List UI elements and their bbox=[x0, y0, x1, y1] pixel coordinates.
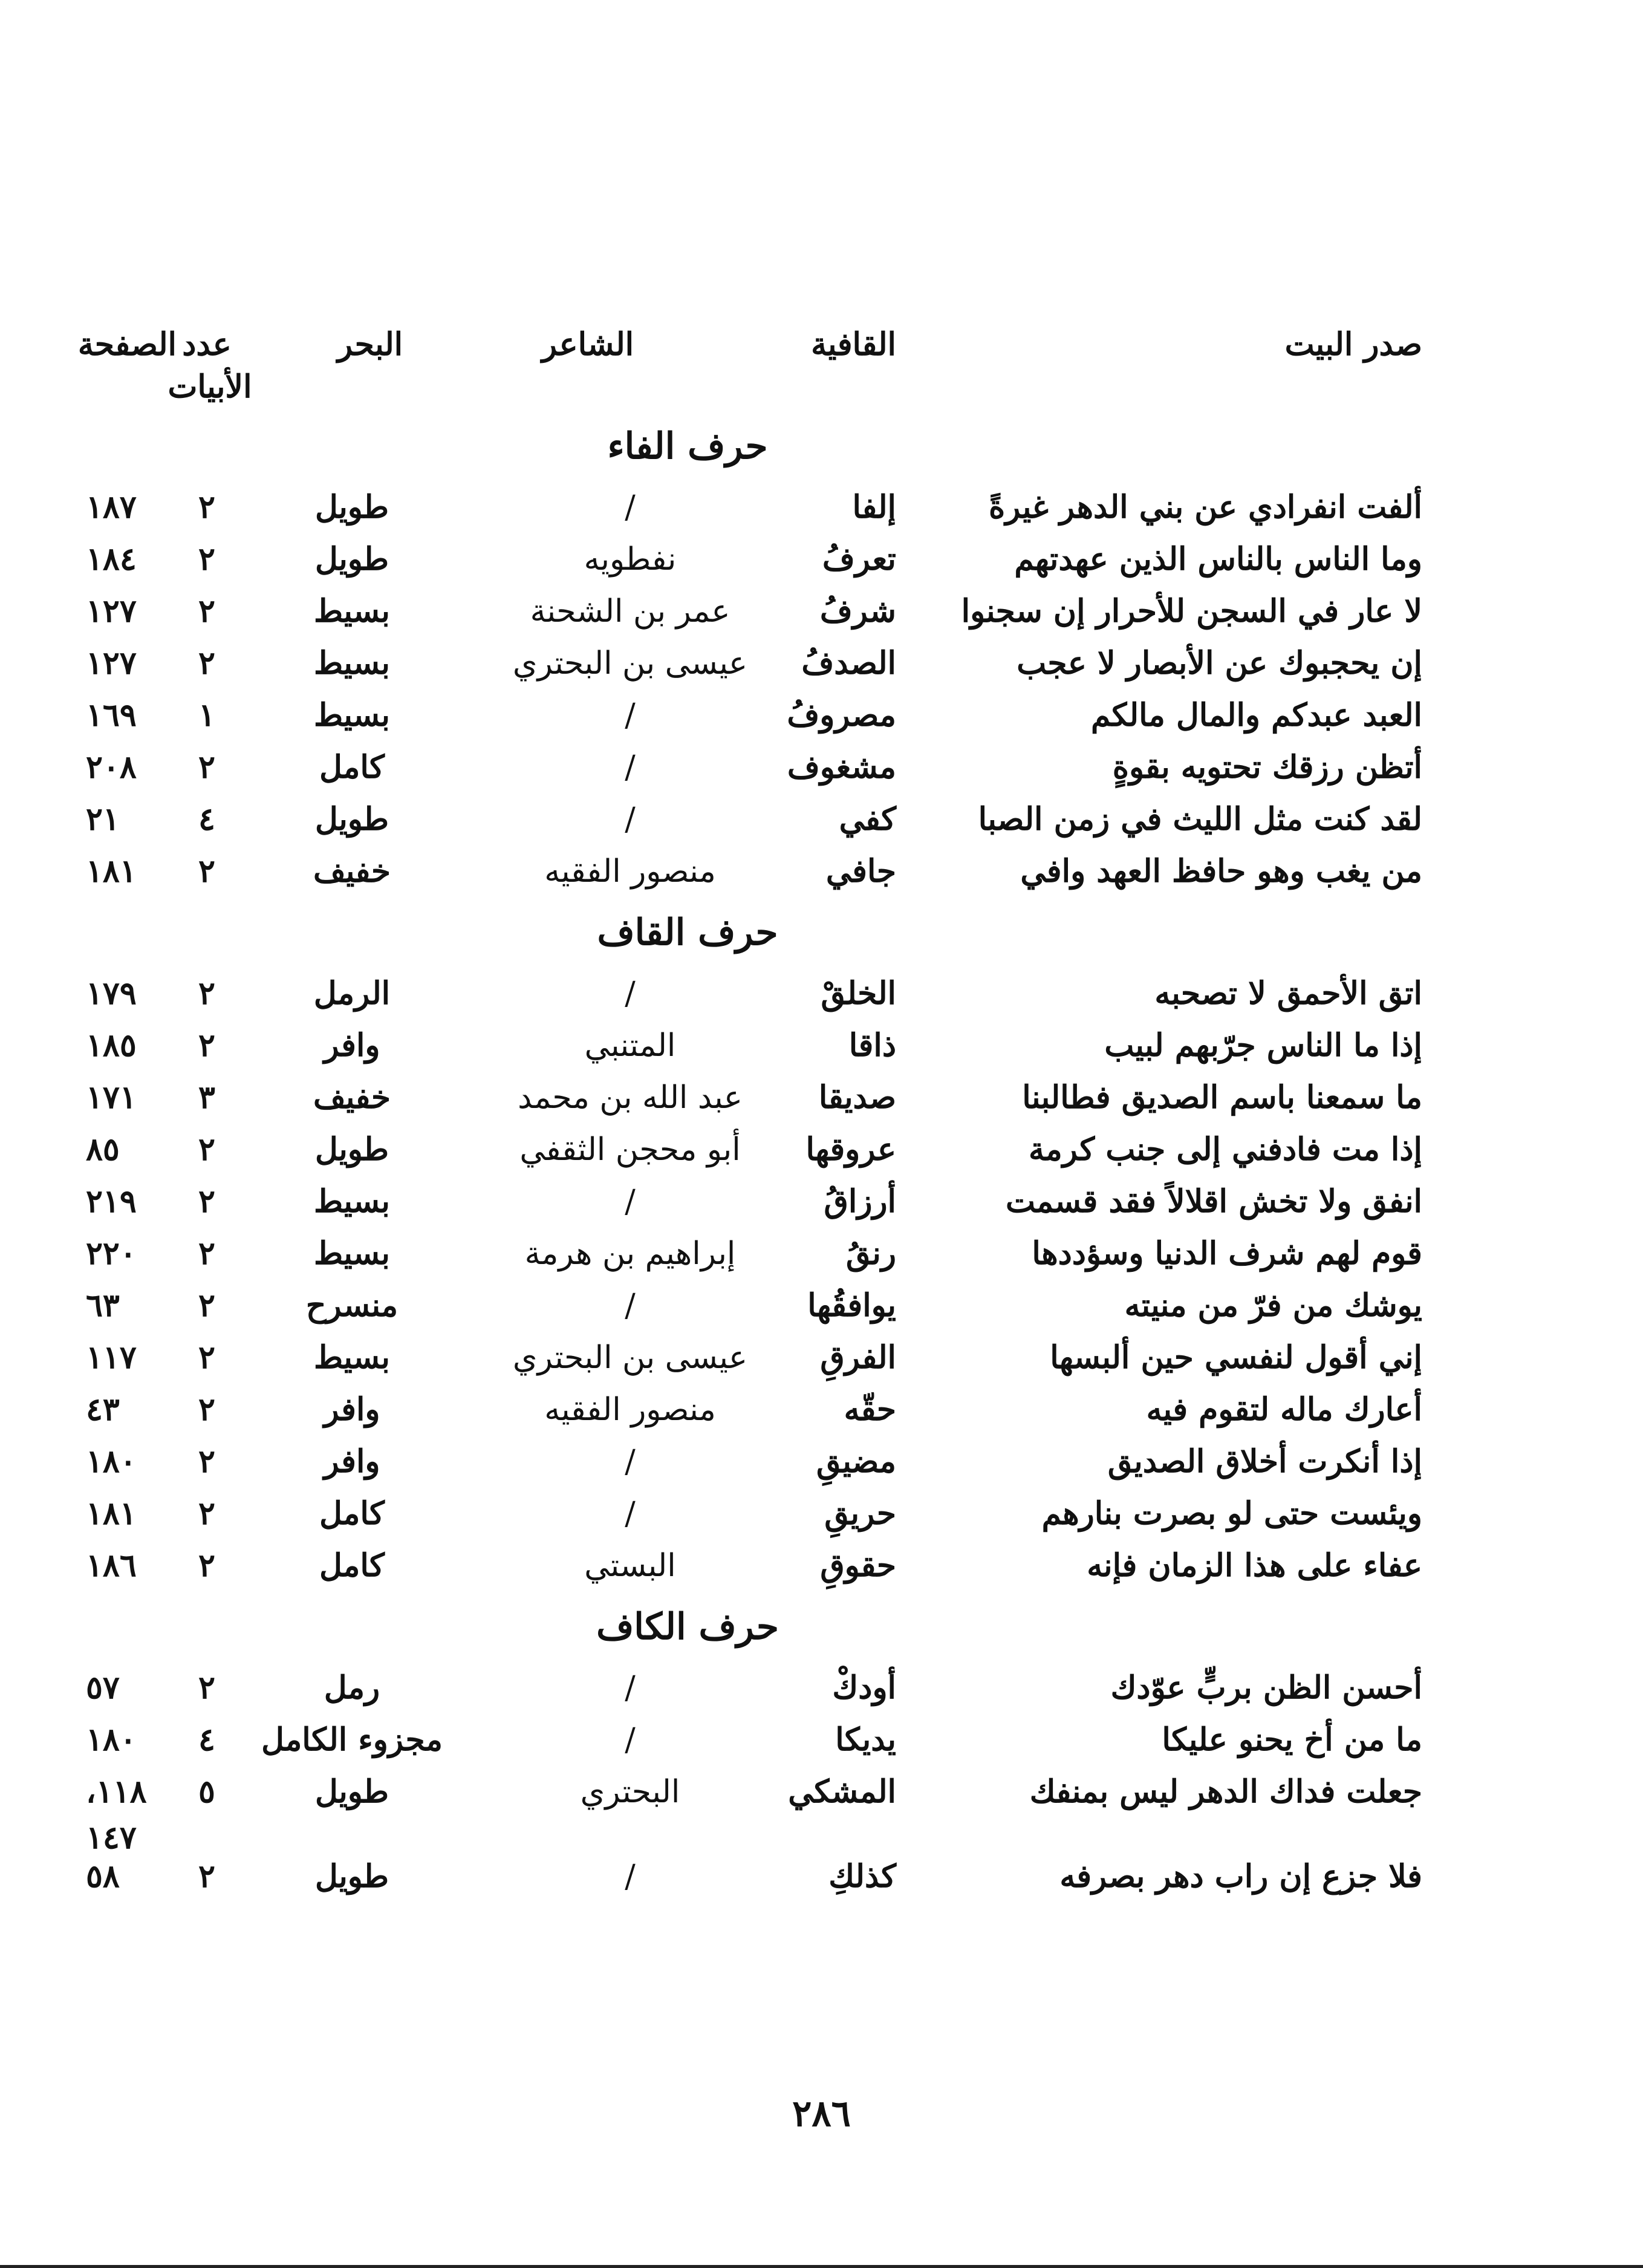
bottom-border bbox=[0, 2265, 1643, 2268]
page-reference: ١٨٠ bbox=[86, 1721, 137, 1758]
page-reference: ٥٨ bbox=[86, 1858, 120, 1895]
poet-name: عمر بن الشحنة bbox=[530, 593, 730, 630]
page-reference-continued: ١٤٧ bbox=[86, 1819, 137, 1856]
page-reference: ٤٣ bbox=[86, 1391, 120, 1428]
verse-first-hemistich: ألفت انفرادي عن بني الدهر غيرةً bbox=[988, 489, 1422, 526]
rhyme-word: الخلقْ bbox=[821, 975, 896, 1012]
page-reference: ١٢٧ bbox=[86, 645, 137, 682]
page-reference: ٢٢٠ bbox=[86, 1235, 137, 1272]
table-row bbox=[86, 1280, 1422, 1332]
rhyme-word: كفي bbox=[839, 801, 896, 838]
table-row bbox=[86, 741, 1422, 793]
table-row bbox=[86, 968, 1422, 1020]
rhyme-word: إلفا bbox=[852, 489, 896, 526]
verse-count: ٢ bbox=[198, 975, 215, 1012]
table-row bbox=[86, 1384, 1422, 1436]
page-reference: ١٨١ bbox=[86, 1495, 137, 1532]
poet-name: / bbox=[625, 489, 636, 526]
verse-count: ٢ bbox=[198, 1339, 215, 1376]
poetic-meter: وافر bbox=[324, 1443, 380, 1480]
header-meter: البحر bbox=[337, 326, 403, 363]
verse-first-hemistich: إذا أنكرت أخلاق الصديق bbox=[1107, 1443, 1422, 1480]
verse-first-hemistich: لقد كنت مثل الليث في زمن الصبا bbox=[978, 801, 1422, 838]
poet-name: عيسى بن البحتري bbox=[512, 1340, 748, 1376]
page-reference: ٦٣ bbox=[86, 1287, 120, 1324]
table-row bbox=[86, 1332, 1422, 1384]
section-title-kaf: حرف الكاف bbox=[596, 1606, 779, 1648]
poet-name: منصور الفقيه bbox=[544, 1392, 716, 1428]
verse-first-hemistich: جعلت فداك الدهر ليس بمنفك bbox=[1029, 1773, 1422, 1810]
rhyme-word: الصدفُ bbox=[801, 645, 896, 682]
table-row bbox=[86, 637, 1422, 689]
poet-name: / bbox=[625, 1670, 636, 1706]
poetic-meter: بسيط bbox=[314, 1339, 390, 1376]
poet-name: / bbox=[625, 976, 636, 1012]
rhyme-word: حريقِ bbox=[824, 1495, 896, 1532]
poetic-meter: كامل bbox=[319, 1547, 385, 1584]
verse-count: ٢ bbox=[198, 1858, 215, 1895]
rhyme-word: المشكي bbox=[788, 1773, 896, 1810]
section-title-qaf: حرف القاف bbox=[597, 911, 778, 954]
page-reference: ٢١ bbox=[86, 801, 120, 838]
poet-name: منصور الفقيه bbox=[544, 853, 716, 890]
rhyme-word: جافي bbox=[825, 853, 896, 890]
rhyme-word: مشغوف bbox=[787, 749, 896, 786]
rhyme-word: أرزاقُ bbox=[824, 1183, 896, 1220]
poet-name: / bbox=[625, 1496, 636, 1532]
table-row bbox=[86, 585, 1422, 637]
poet-name: / bbox=[625, 749, 636, 786]
rhyme-word: ذاقا bbox=[848, 1027, 896, 1064]
verse-count: ٢ bbox=[198, 1235, 215, 1272]
table-row bbox=[86, 1436, 1422, 1488]
table-row bbox=[86, 1851, 1422, 1903]
page-reference: ١٨٧ bbox=[86, 489, 137, 526]
poet-name: / bbox=[625, 801, 636, 838]
poetic-meter: طويل bbox=[314, 1131, 389, 1168]
verse-count: ٢ bbox=[198, 1391, 215, 1428]
verse-first-hemistich: إذا ما الناس جرّبهم لبيب bbox=[1104, 1027, 1422, 1064]
verse-first-hemistich: من يغب وهو حافظ العهد وافي bbox=[1020, 853, 1422, 890]
poetic-meter: بسيط bbox=[314, 645, 390, 682]
verse-count: ٢ bbox=[198, 593, 215, 630]
table-row bbox=[86, 1540, 1422, 1592]
page-reference: ١٨٥ bbox=[86, 1027, 137, 1064]
verse-count: ٢ bbox=[198, 645, 215, 682]
poet-name: إبراهيم بن هرمة bbox=[524, 1236, 736, 1272]
verse-first-hemistich: أتظن رزقك تحتويه بقوةٍ bbox=[1112, 749, 1422, 786]
verse-first-hemistich: اتق الأحمق لا تصحبه bbox=[1154, 975, 1422, 1012]
section-rows-fa bbox=[86, 481, 1422, 898]
poetic-meter: خفيف bbox=[313, 1079, 391, 1116]
verse-first-hemistich: إني أقول لنفسي حين ألبسها bbox=[1050, 1339, 1422, 1376]
rhyme-word: الفرقِ bbox=[820, 1339, 896, 1376]
poetic-meter: بسيط bbox=[314, 593, 390, 630]
poet-name: / bbox=[625, 1444, 636, 1480]
rhyme-word: رنقُ bbox=[846, 1235, 896, 1272]
rhyme-word: صديقا bbox=[818, 1079, 896, 1116]
page-reference: ٨٥ bbox=[86, 1131, 120, 1168]
page-reference: ١٧٩ bbox=[86, 975, 137, 1012]
section-title-fa: حرف الفاء bbox=[607, 425, 768, 468]
verse-count: ٢ bbox=[198, 1669, 215, 1706]
poet-name: البستي bbox=[584, 1548, 676, 1584]
table-row bbox=[86, 1124, 1422, 1176]
verse-first-hemistich: أحسن الظن بربٍّ عوّدك bbox=[1110, 1669, 1422, 1706]
verse-first-hemistich: إذا مت فادفني إلى جنب كرمة bbox=[1029, 1131, 1422, 1168]
poetic-meter: طويل bbox=[314, 801, 389, 838]
page-reference: ١٨٠ bbox=[86, 1443, 137, 1480]
verse-first-hemistich: ما من أخ يحنو عليكا bbox=[1162, 1721, 1422, 1758]
page-reference: ١١٧ bbox=[86, 1339, 137, 1376]
poetic-meter: بسيط bbox=[314, 1235, 390, 1272]
poet-name: / bbox=[625, 1184, 636, 1220]
page-reference: ١٧١ bbox=[86, 1079, 137, 1116]
rhyme-word: مصروفُ bbox=[787, 697, 896, 734]
rhyme-word: أودكْ bbox=[832, 1669, 896, 1706]
verse-count: ٤ bbox=[198, 801, 215, 838]
verse-count: ٢ bbox=[198, 853, 215, 890]
header-count: عدد bbox=[182, 326, 232, 363]
verse-count: ٢ bbox=[198, 1495, 215, 1532]
poet-name: المتنبي bbox=[584, 1028, 676, 1064]
verse-first-hemistich: لا عار في السجن للأحرار إن سجنوا bbox=[961, 593, 1422, 630]
rhyme-word: عروقها bbox=[805, 1131, 896, 1168]
poet-name: / bbox=[625, 1859, 636, 1895]
poetic-meter: منسرح bbox=[305, 1287, 399, 1324]
verse-first-hemistich: إن يحجبوك عن الأبصار لا عجب bbox=[1017, 645, 1422, 682]
table-header bbox=[77, 321, 1422, 411]
poetic-meter: خفيف bbox=[313, 853, 391, 890]
rhyme-word: حقوقِ bbox=[820, 1547, 896, 1584]
table-row bbox=[86, 793, 1422, 846]
rhyme-word: يوافقُها bbox=[807, 1287, 896, 1324]
rhyme-word: كذلكِ bbox=[828, 1858, 896, 1895]
verse-first-hemistich: أعارك ماله لتقوم فيه bbox=[1146, 1391, 1422, 1428]
header-count-second-line: الأبيات bbox=[168, 368, 252, 405]
verse-count: ٢ bbox=[198, 1443, 215, 1480]
poet-name: / bbox=[625, 1288, 636, 1324]
verse-index-table bbox=[77, 321, 1422, 1903]
rhyme-word: يديكا bbox=[835, 1721, 896, 1758]
table-row bbox=[86, 689, 1422, 741]
poetic-meter: طويل bbox=[314, 489, 389, 526]
poetic-meter: رمل bbox=[324, 1669, 380, 1706]
poet-name: أبو محجن الثقفي bbox=[519, 1132, 741, 1168]
table-row bbox=[86, 1228, 1422, 1280]
table-row bbox=[86, 1662, 1422, 1714]
poetic-meter: طويل bbox=[314, 1858, 389, 1895]
table-row bbox=[86, 481, 1422, 533]
table-row bbox=[86, 1020, 1422, 1072]
verse-count: ٢ bbox=[198, 541, 215, 578]
verse-first-hemistich: ما سمعنا باسم الصديق فطالبنا bbox=[1022, 1079, 1422, 1116]
poet-name: نفطويه bbox=[584, 541, 677, 578]
verse-count: ٢ bbox=[198, 1183, 215, 1220]
poetic-meter: كامل bbox=[319, 749, 385, 786]
page-reference: ١٨١ bbox=[86, 853, 137, 890]
table-row bbox=[86, 1488, 1422, 1540]
page-reference: ١٦٩ bbox=[86, 697, 137, 734]
verse-count: ٢ bbox=[198, 1027, 215, 1064]
poetic-meter: طويل bbox=[314, 1773, 389, 1810]
table-row bbox=[86, 1072, 1422, 1124]
verse-first-hemistich: يوشك من فرّ من منيته bbox=[1124, 1287, 1422, 1324]
rhyme-word: شرفُ bbox=[819, 593, 896, 630]
verse-count: ٥ bbox=[198, 1773, 215, 1810]
poet-name: عيسى بن البحتري bbox=[512, 645, 748, 682]
table-row bbox=[86, 1714, 1422, 1766]
page-number: ٢٨٦ bbox=[792, 2093, 851, 2135]
verse-count: ١ bbox=[198, 697, 215, 734]
verse-first-hemistich: عفاء على هذا الزمان فإنه bbox=[1087, 1547, 1422, 1584]
verse-count: ٣ bbox=[198, 1079, 215, 1116]
poetic-meter: وافر bbox=[324, 1027, 380, 1064]
poet-name: / bbox=[625, 1722, 636, 1758]
verse-first-hemistich: العبد عبدكم والمال مالكم bbox=[1090, 697, 1422, 734]
header-page: الصفحة bbox=[77, 326, 177, 363]
section-rows-kaf bbox=[86, 1662, 1422, 1903]
verse-count: ٢ bbox=[198, 749, 215, 786]
page-reference: ١٢٧ bbox=[86, 593, 137, 630]
poetic-meter: بسيط bbox=[314, 1183, 390, 1220]
poetic-meter: الرمل bbox=[313, 975, 391, 1012]
header-verse: صدر البيت bbox=[1284, 326, 1422, 363]
verse-count: ٢ bbox=[198, 489, 215, 526]
verse-first-hemistich: قوم لهم شرف الدنيا وسؤددها bbox=[1032, 1235, 1422, 1272]
poetic-meter: طويل bbox=[314, 541, 389, 578]
poet-name: البحتري bbox=[580, 1774, 680, 1810]
verse-count: ٢ bbox=[198, 1131, 215, 1168]
poetic-meter: وافر bbox=[324, 1391, 380, 1428]
page-reference: ٢١٩ bbox=[86, 1183, 137, 1220]
verse-first-hemistich: وما الناس بالناس الذين عهدتهم bbox=[1014, 541, 1422, 578]
table-row bbox=[86, 533, 1422, 585]
poetic-meter: مجزوء الكامل bbox=[261, 1721, 443, 1758]
page-reference: ١١٨، bbox=[86, 1773, 147, 1810]
verse-first-hemistich: انفق ولا تخش اقلالاً فقد قسمت bbox=[1005, 1183, 1422, 1220]
verse-count: ٤ bbox=[198, 1721, 215, 1758]
table-row bbox=[86, 1176, 1422, 1228]
section-rows-qaf bbox=[86, 968, 1422, 1592]
verse-count: ٢ bbox=[198, 1547, 215, 1584]
table-row bbox=[86, 1766, 1422, 1856]
rhyme-word: مضيقِ bbox=[816, 1443, 896, 1480]
page-reference: ٥٧ bbox=[86, 1669, 120, 1706]
verse-first-hemistich: فلا جزع إن راب دهر بصرفه bbox=[1059, 1858, 1422, 1895]
verse-first-hemistich: ويئست حتى لو بصرت بنارهم bbox=[1041, 1495, 1422, 1532]
poetic-meter: بسيط bbox=[314, 697, 390, 734]
poet-name: / bbox=[625, 697, 636, 734]
table-row bbox=[86, 846, 1422, 898]
poetic-meter: كامل bbox=[319, 1495, 385, 1532]
page-reference: ١٨٤ bbox=[86, 541, 137, 578]
page-reference: ١٨٦ bbox=[86, 1547, 137, 1584]
verse-count: ٢ bbox=[198, 1287, 215, 1324]
rhyme-word: تعرفُ bbox=[822, 541, 896, 578]
rhyme-word: حقّه bbox=[844, 1391, 896, 1428]
page-reference: ٢٠٨ bbox=[86, 749, 137, 786]
header-poet: الشاعر bbox=[541, 326, 634, 363]
poet-name: عبد الله بن محمد bbox=[518, 1080, 743, 1116]
header-rhyme: القافية bbox=[811, 326, 896, 363]
